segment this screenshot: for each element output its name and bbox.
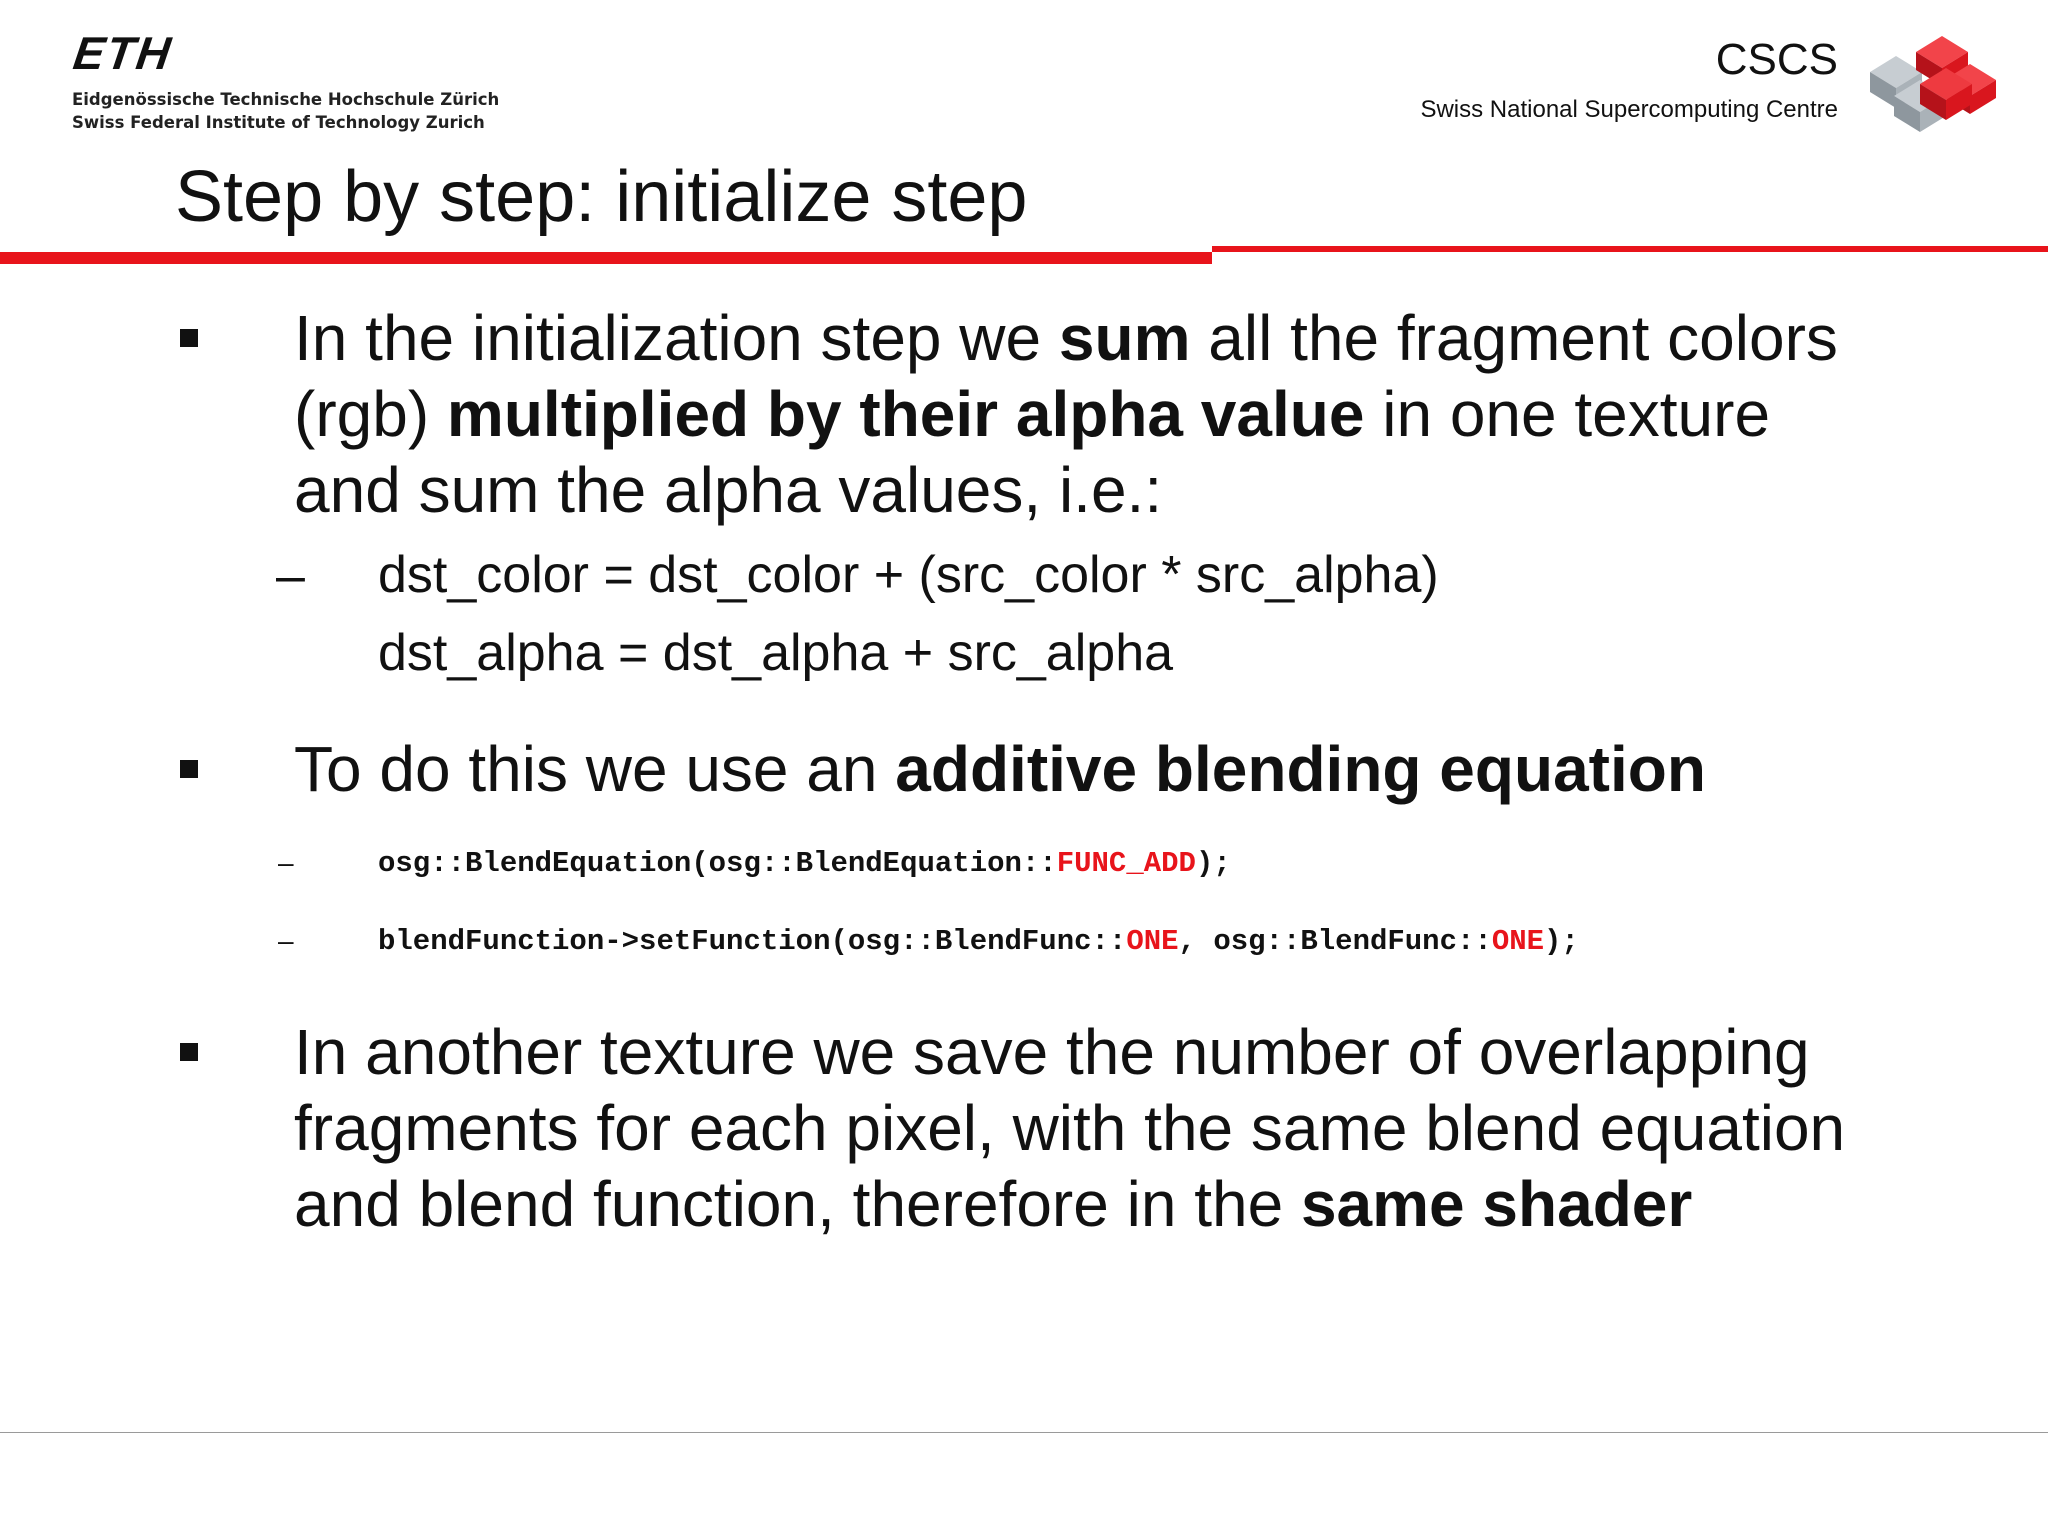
title-underline-thick [0,252,1212,264]
slide-title: Step by step: initialize step [175,157,1028,237]
bullet-text-2: To do this we use an additive blending equation [294,733,1706,805]
bullet-marker-2 [180,760,198,778]
code-item-dash-2: – [278,925,294,956]
code-blend-function: blendFunction->setFunction(osg::BlendFunc::ONE, osg::BlendFunc::ONE); [378,925,1579,958]
bullet-marker-3 [180,1043,198,1061]
eth-logo [70,27,500,134]
code-item-dash-1: – [278,847,294,878]
bullet-marker-1 [180,329,198,347]
bullet-text-1: In the initialization step we sum all the fragment colors (rgb) multiplied by their alpha value in one texture and sum the alpha values, i.e.: [294,302,1838,526]
formula-dst-color: dst_color = dst_color + (src_color * src_alpha) [378,546,1439,604]
cscs-cubes-icon [1850,32,2002,140]
cscs-short-name: CSCS [1715,35,1838,84]
cscs-branding [1420,36,1838,124]
code-blend-equation: osg::BlendEquation(osg::BlendEquation::FUNC_ADD); [378,847,1231,880]
cscs-full-name: Swiss National Supercomputing Centre [1420,96,1838,123]
eth-name-german: Eidgenössische Technische Hochschule Zürich [72,90,500,109]
footer-divider [0,1432,2048,1433]
eth-logo-mark: ETH [70,27,176,79]
sub-item-dash: – [276,547,305,605]
title-underline-thin [1212,246,2048,252]
eth-name-english: Swiss Federal Institute of Technology Zurich [72,113,485,132]
formula-dst-alpha: dst_alpha = dst_alpha + src_alpha [378,624,1174,682]
bullet-text-3: In another texture we save the number of overlapping fragments for each pixel, with the same blend equation and blend function, therefore in the same shader [294,1016,1846,1240]
